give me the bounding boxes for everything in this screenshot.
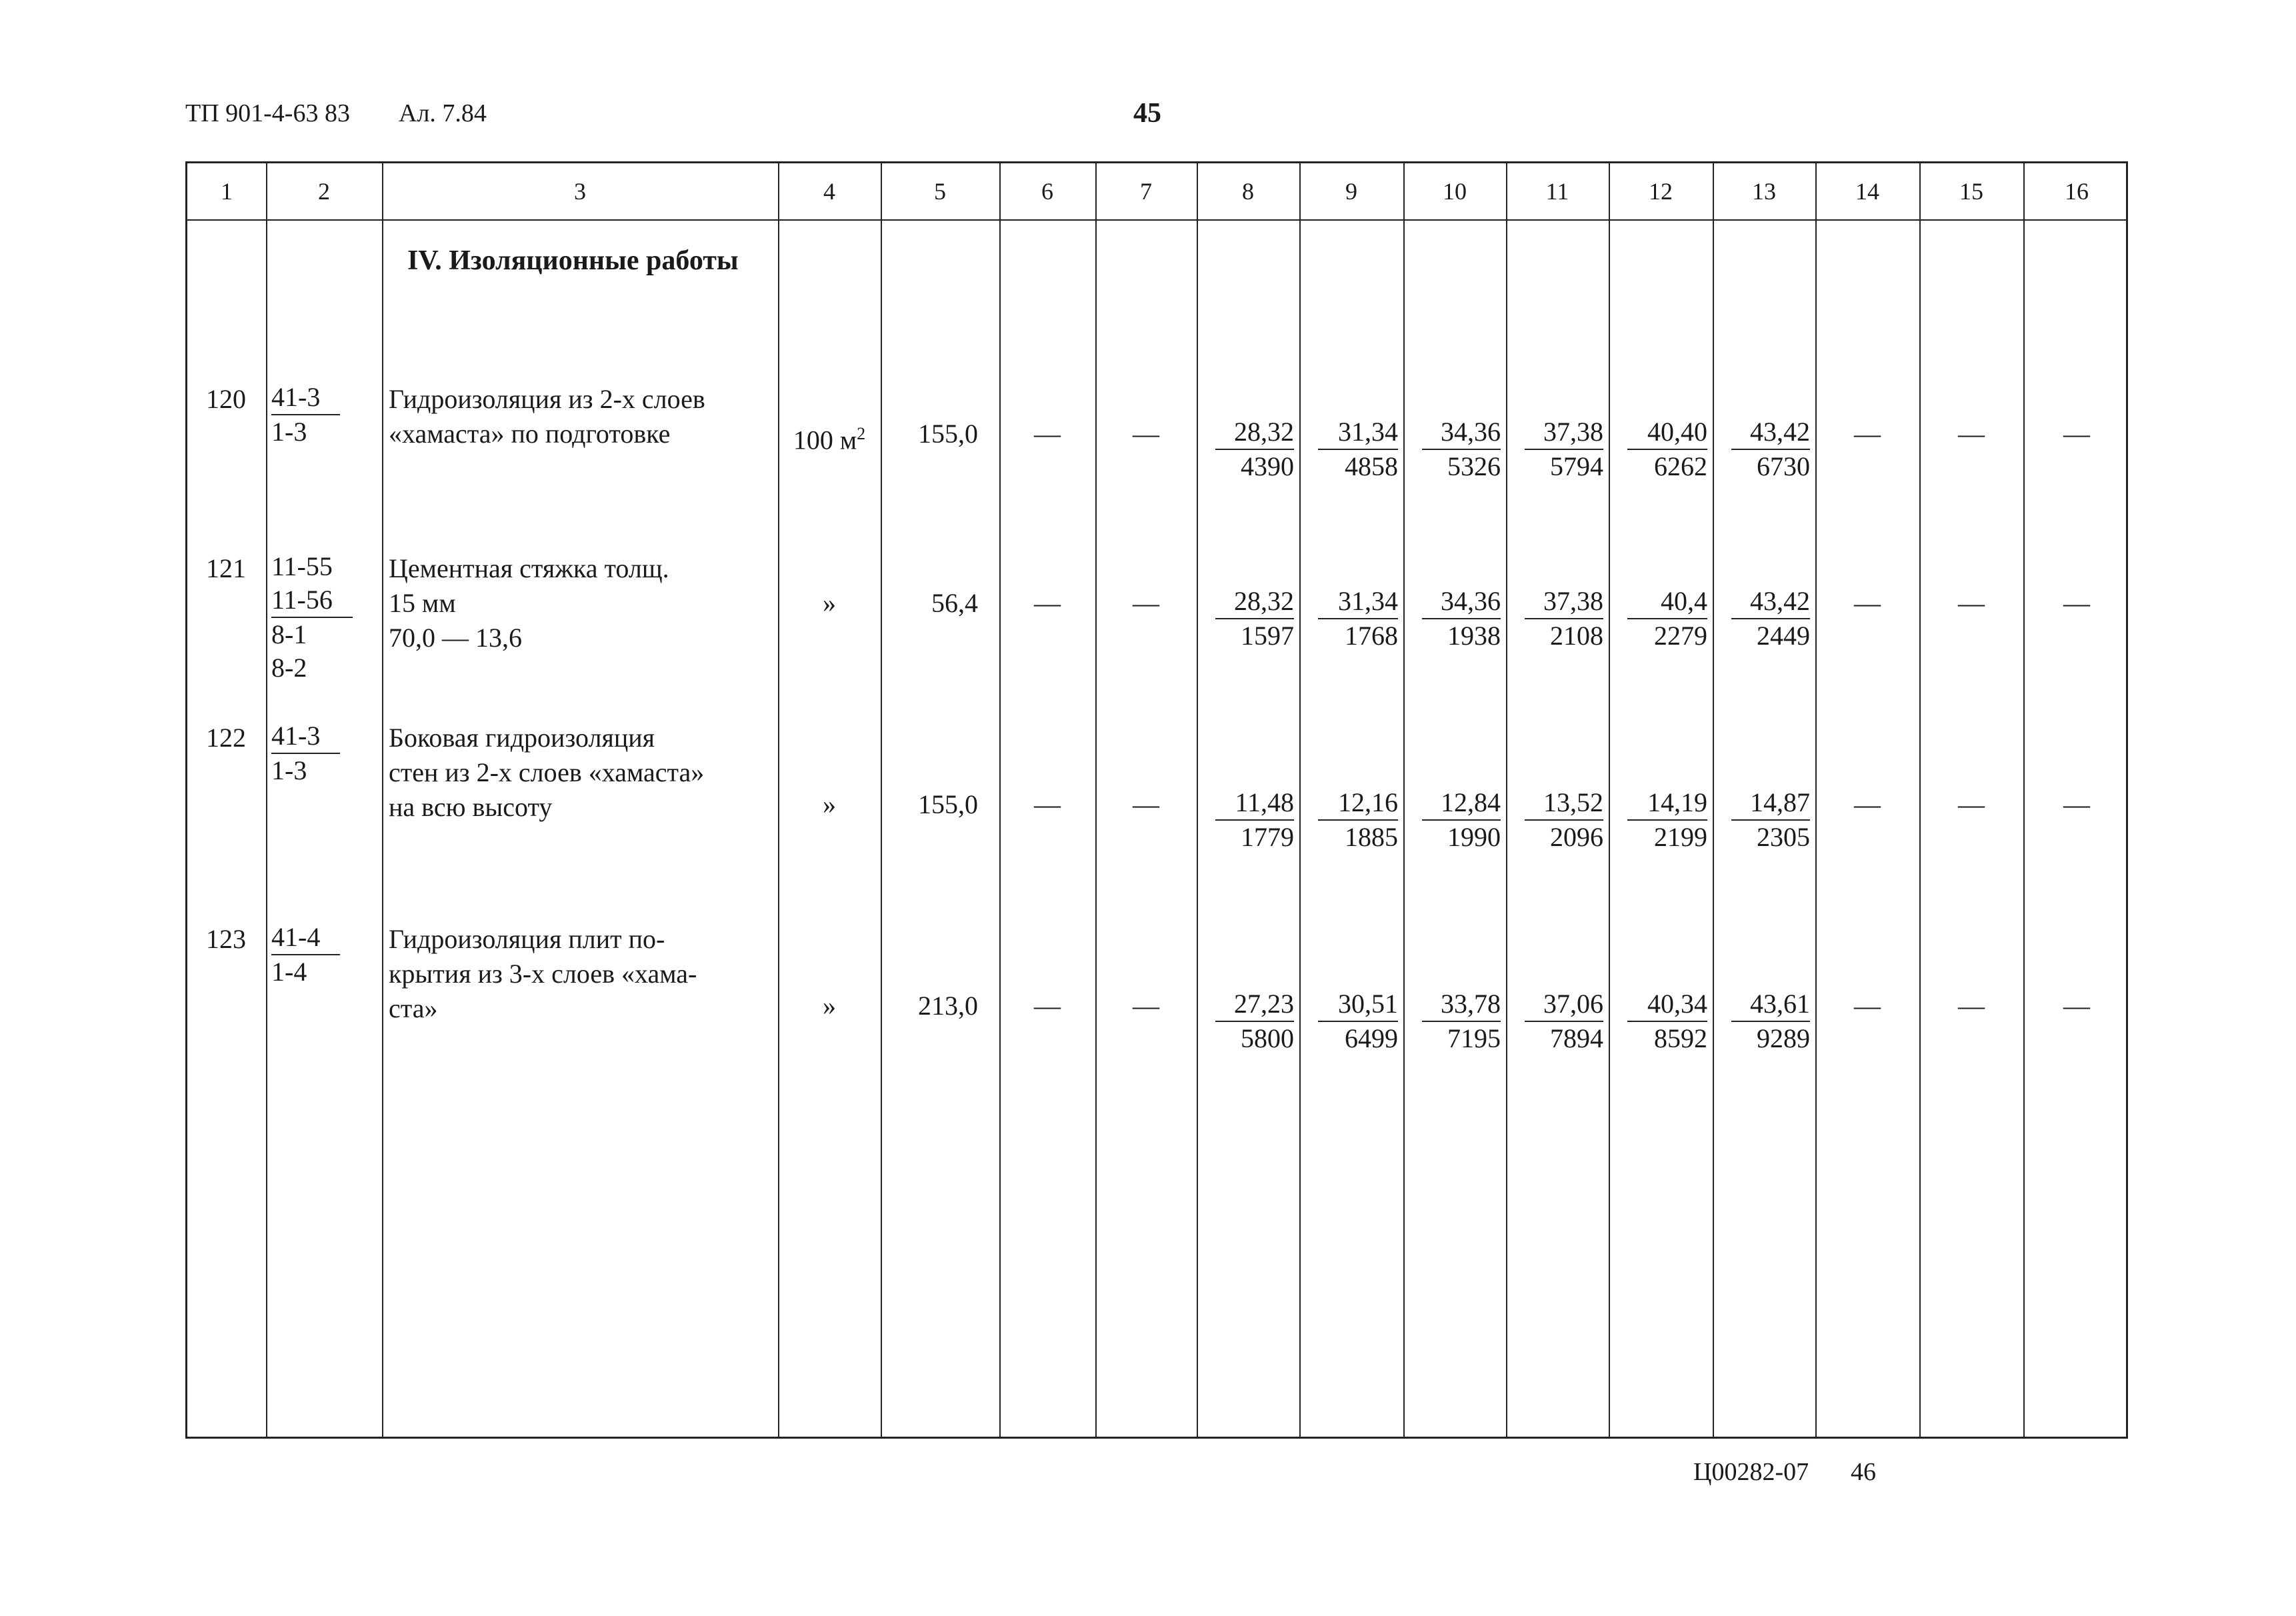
total-cost: 7195: [1447, 1023, 1501, 1053]
total-cost: 7894: [1550, 1023, 1603, 1053]
column-number: 11: [1545, 178, 1569, 205]
album-number: Ал. 7.84: [399, 99, 487, 127]
unit-text: »: [823, 789, 836, 819]
cost-fraction: [1525, 585, 1603, 653]
norm-reference: [271, 381, 340, 449]
column-number: 9: [1345, 178, 1357, 205]
column-number: 15: [1959, 178, 1983, 205]
norm-reference: [271, 921, 340, 989]
header-separator: [187, 219, 2126, 221]
unit-of-measure: [778, 586, 881, 621]
empty-dash: —: [1958, 419, 1985, 449]
work-description-line: крытия из 3-х слоев «хама-: [389, 959, 697, 989]
unit-cost: 37,38: [1525, 415, 1603, 450]
cost-fraction: [1731, 786, 1810, 854]
cost-fraction: [1627, 585, 1707, 653]
empty-dash: —: [1958, 789, 1985, 819]
empty-dash: —: [1034, 991, 1061, 1021]
empty-dash: —: [1854, 419, 1881, 449]
unit-cost: 43,61: [1731, 987, 1810, 1022]
empty-dash: —: [1958, 588, 1985, 618]
unit-cost: 28,32: [1215, 585, 1294, 619]
norm-reference-code: 41-4: [271, 921, 340, 955]
column-divider: [266, 163, 267, 1437]
unit-cost: 40,34: [1627, 987, 1707, 1022]
quantity: 56,4: [931, 588, 978, 618]
norm-reference-code: 1-3: [271, 755, 307, 785]
total-cost: 6730: [1757, 451, 1810, 481]
total-cost: 5800: [1241, 1023, 1294, 1053]
norm-reference-code: 8-1: [271, 619, 307, 649]
column-number: 2: [318, 178, 330, 205]
norm-reference-code: 1-3: [271, 417, 307, 447]
unit-cost: 31,34: [1318, 585, 1398, 619]
work-description-line: Цементная стяжка толщ.: [389, 553, 669, 583]
cost-fraction: [1731, 415, 1810, 483]
column-number: 1: [221, 178, 233, 205]
page-number: 45: [1133, 98, 1161, 129]
footer-sheet-number: 46: [1851, 1458, 1876, 1486]
row-number: 120: [206, 384, 246, 414]
empty-dash: —: [1958, 991, 1985, 1021]
column-divider: [1713, 163, 1714, 1437]
unit-superscript: 2: [857, 424, 866, 443]
unit-of-measure: [778, 417, 881, 457]
empty-dash: —: [1034, 419, 1061, 449]
unit-cost: 40,40: [1627, 415, 1707, 450]
unit-cost: 27,23: [1215, 987, 1294, 1022]
column-number: 16: [2065, 178, 2089, 205]
total-cost: 6499: [1345, 1023, 1398, 1053]
empty-dash: —: [1133, 588, 1159, 618]
unit-cost: 37,06: [1525, 987, 1603, 1022]
doc-code: ТП 901-4-63 83: [185, 99, 350, 127]
total-cost: 2449: [1757, 621, 1810, 651]
row-number: 122: [206, 723, 246, 753]
column-divider: [1197, 163, 1198, 1437]
column-divider: [382, 163, 383, 1437]
column-divider: [1609, 163, 1610, 1437]
total-cost: 4390: [1241, 451, 1294, 481]
unit-text: »: [823, 991, 836, 1021]
column-divider: [1299, 163, 1301, 1437]
empty-dash: —: [1034, 789, 1061, 819]
unit-cost: 43,42: [1731, 585, 1810, 619]
norm-reference-code: 11-55: [271, 551, 333, 581]
cost-fraction: [1525, 415, 1603, 483]
cost-fraction: [1318, 987, 1398, 1055]
work-description-line: на всю высоту: [389, 792, 553, 822]
total-cost: 6262: [1654, 451, 1707, 481]
column-number: 4: [823, 178, 835, 205]
work-description-line: «хамаста» по подготовке: [389, 419, 671, 449]
unit-cost: 12,84: [1422, 786, 1501, 821]
unit-cost: 33,78: [1422, 987, 1501, 1022]
unit-cost: 30,51: [1318, 987, 1398, 1022]
total-cost: 9289: [1757, 1023, 1810, 1053]
work-description-line: ста»: [389, 993, 438, 1023]
work-description-line: Гидроизоляция из 2-х слоев: [389, 384, 705, 414]
cost-fraction: [1731, 987, 1810, 1055]
unit-cost: 28,32: [1215, 415, 1294, 450]
unit-cost: 14,87: [1731, 786, 1810, 821]
unit-text: »: [823, 588, 836, 618]
norm-reference-code: 41-3: [271, 381, 340, 415]
column-number: 14: [1855, 178, 1879, 205]
cost-fraction: [1215, 987, 1294, 1055]
empty-dash: —: [1133, 419, 1159, 449]
unit-of-measure: [778, 787, 881, 822]
total-cost: 2279: [1654, 621, 1707, 651]
work-description-line: Боковая гидроизоляция: [389, 723, 655, 753]
total-cost: 1990: [1447, 822, 1501, 852]
row-number: 123: [206, 924, 246, 954]
unit-cost: 11,48: [1215, 786, 1294, 821]
unit-cost: 40,4: [1627, 585, 1707, 619]
empty-dash: —: [1034, 588, 1061, 618]
cost-fraction: [1422, 987, 1501, 1055]
norm-reference: [271, 719, 340, 787]
column-number: 6: [1041, 178, 1053, 205]
column-number: 5: [934, 178, 946, 205]
empty-dash: —: [1854, 991, 1881, 1021]
total-cost: 1938: [1447, 621, 1501, 651]
column-divider: [1506, 163, 1507, 1437]
empty-dash: —: [1133, 789, 1159, 819]
empty-dash: —: [2063, 588, 2090, 618]
total-cost: 1597: [1241, 621, 1294, 651]
total-cost: 8592: [1654, 1023, 1707, 1053]
empty-dash: —: [2063, 991, 2090, 1021]
cost-fraction: [1627, 987, 1707, 1055]
cost-fraction: [1627, 786, 1707, 854]
column-number: 10: [1443, 178, 1467, 205]
column-number: 8: [1242, 178, 1254, 205]
unit-cost: 34,36: [1422, 415, 1501, 450]
total-cost: 2096: [1550, 822, 1603, 852]
row-number: 121: [206, 553, 246, 583]
total-cost: 5794: [1550, 451, 1603, 481]
total-cost: 1768: [1345, 621, 1398, 651]
norm-reference-code: 8-2: [271, 653, 307, 683]
unit-text: 100 м: [793, 425, 857, 455]
column-number: 12: [1649, 178, 1673, 205]
total-cost: 2199: [1654, 822, 1707, 852]
column-number: 7: [1140, 178, 1152, 205]
empty-dash: —: [1133, 991, 1159, 1021]
work-description-line: 15 мм: [389, 588, 456, 618]
quantity: 155,0: [918, 419, 978, 449]
cost-fraction: [1318, 786, 1398, 854]
cost-fraction: [1422, 786, 1501, 854]
section-title: IV. Изоляционные работы: [407, 245, 739, 276]
work-description-line: 70,0 — 13,6: [389, 623, 522, 653]
total-cost: 1885: [1345, 822, 1398, 852]
total-cost: 1779: [1241, 822, 1294, 852]
cost-fraction: [1422, 585, 1501, 653]
unit-cost: 12,16: [1318, 786, 1398, 821]
cost-fraction: [1525, 987, 1603, 1055]
cost-fraction: [1525, 786, 1603, 854]
cost-fraction: [1215, 585, 1294, 653]
norm-reference-code: 1-4: [271, 957, 307, 987]
norm-reference: [271, 550, 353, 685]
total-cost: 2305: [1757, 822, 1810, 852]
unit-of-measure: [778, 989, 881, 1023]
column-number: 13: [1752, 178, 1776, 205]
cost-fraction: [1422, 415, 1501, 483]
unit-cost: 31,34: [1318, 415, 1398, 450]
quantity: 155,0: [918, 789, 978, 819]
unit-cost: 43,42: [1731, 415, 1810, 450]
empty-dash: —: [1854, 588, 1881, 618]
empty-dash: —: [1854, 789, 1881, 819]
unit-cost: 34,36: [1422, 585, 1501, 619]
work-description-line: Гидроизоляция плит по-: [389, 924, 665, 954]
cost-fraction: [1215, 786, 1294, 854]
quantity: 213,0: [918, 991, 978, 1021]
total-cost: 4858: [1345, 451, 1398, 481]
cost-fraction: [1215, 415, 1294, 483]
footer-code: Ц00282-07: [1693, 1458, 1809, 1486]
column-divider: [1403, 163, 1405, 1437]
norm-reference-code: 41-3: [271, 719, 340, 754]
empty-dash: —: [2063, 419, 2090, 449]
total-cost: 5326: [1447, 451, 1501, 481]
column-number: 3: [574, 178, 586, 205]
cost-fraction: [1318, 585, 1398, 653]
norm-reference-code: 11-56: [271, 583, 353, 618]
unit-cost: 37,38: [1525, 585, 1603, 619]
unit-cost: 13,52: [1525, 786, 1603, 821]
cost-fraction: [1627, 415, 1707, 483]
empty-dash: —: [2063, 789, 2090, 819]
cost-fraction: [1731, 585, 1810, 653]
total-cost: 2108: [1550, 621, 1603, 651]
estimate-table: [185, 161, 2128, 1439]
cost-fraction: [1318, 415, 1398, 483]
work-description-line: стен из 2-х слоев «хамаста»: [389, 757, 705, 787]
unit-cost: 14,19: [1627, 786, 1707, 821]
